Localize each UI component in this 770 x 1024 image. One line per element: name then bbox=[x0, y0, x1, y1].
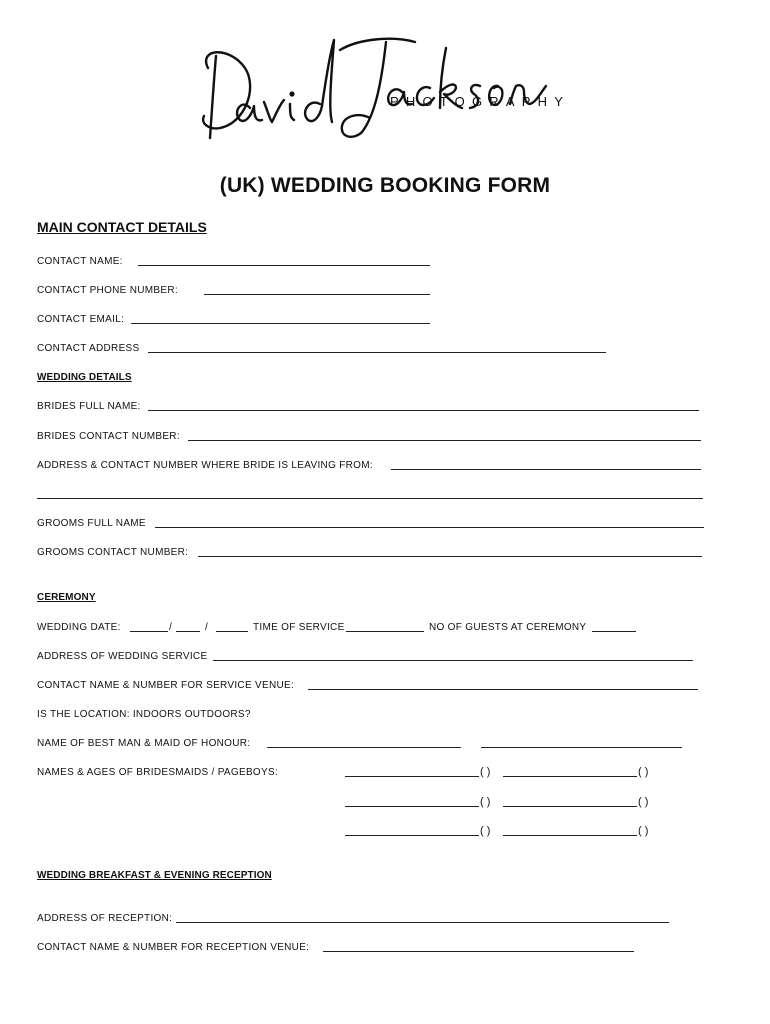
best-man-field[interactable] bbox=[267, 747, 461, 748]
wedding-date-year-field[interactable] bbox=[216, 631, 248, 632]
contact-name-label: CONTACT NAME: bbox=[37, 256, 123, 267]
reception-venue-contact-field[interactable] bbox=[323, 951, 634, 952]
logo-subtitle: PHOTOGRAPHY bbox=[390, 94, 571, 109]
bridesmaid-age-field[interactable]: ( ) bbox=[638, 825, 649, 837]
bridesmaids-label: NAMES & AGES OF BRIDESMAIDS / PAGEBOYS: bbox=[37, 767, 279, 778]
guests-label: NO OF GUESTS AT CEREMONY bbox=[429, 622, 587, 633]
service-venue-contact-label: CONTACT NAME & NUMBER FOR SERVICE VENUE: bbox=[37, 680, 295, 691]
wedding-date-day-field[interactable] bbox=[130, 631, 168, 632]
time-of-service-field[interactable] bbox=[346, 631, 424, 632]
david-jackson-logo bbox=[190, 28, 580, 148]
reception-address-field[interactable] bbox=[176, 922, 669, 923]
bridesmaid-name-field[interactable] bbox=[503, 776, 637, 777]
bridesmaid-age-field[interactable]: ( ) bbox=[480, 825, 491, 837]
date-separator: / bbox=[169, 622, 173, 633]
service-address-field[interactable] bbox=[213, 660, 693, 661]
maid-of-honour-field[interactable] bbox=[481, 747, 682, 748]
reception-venue-contact-label: CONTACT NAME & NUMBER FOR RECEPTION VENUE: bbox=[37, 942, 310, 953]
bride-leaving-field-2[interactable] bbox=[37, 498, 703, 499]
bridesmaid-age-field[interactable]: ( ) bbox=[638, 796, 649, 808]
contact-email-label: CONTACT EMAIL: bbox=[37, 314, 125, 325]
best-man-label: NAME OF BEST MAN & MAID OF HONOUR: bbox=[37, 738, 251, 749]
grooms-name-field[interactable] bbox=[155, 527, 704, 528]
main-contact-heading: MAIN CONTACT DETAILS bbox=[37, 219, 207, 235]
brides-number-field[interactable] bbox=[188, 440, 701, 441]
form-title: (UK) WEDDING BOOKING FORM bbox=[219, 174, 551, 197]
wedding-date-month-field[interactable] bbox=[176, 631, 200, 632]
guests-field[interactable] bbox=[592, 631, 636, 632]
brides-number-label: BRIDES CONTACT NUMBER: bbox=[37, 431, 180, 442]
contact-phone-field[interactable] bbox=[204, 294, 430, 295]
bridesmaid-name-field[interactable] bbox=[345, 835, 479, 836]
bridesmaid-name-field[interactable] bbox=[503, 806, 637, 807]
grooms-number-field[interactable] bbox=[198, 556, 702, 557]
brides-name-label: BRIDES FULL NAME: bbox=[37, 401, 141, 412]
wedding-details-heading: WEDDING DETAILS bbox=[37, 372, 132, 383]
bridesmaid-age-field[interactable]: ( ) bbox=[638, 766, 649, 778]
grooms-number-label: GROOMS CONTACT NUMBER: bbox=[37, 547, 189, 558]
bride-leaving-label: ADDRESS & CONTACT NUMBER WHERE BRIDE IS LEAVING FROM: bbox=[37, 460, 373, 471]
bride-leaving-field[interactable] bbox=[391, 469, 701, 470]
contact-email-field[interactable] bbox=[131, 323, 430, 324]
bridesmaid-name-field[interactable] bbox=[345, 776, 479, 777]
date-separator: / bbox=[205, 622, 209, 633]
service-address-label: ADDRESS OF WEDDING SERVICE bbox=[37, 651, 208, 662]
bridesmaid-name-field[interactable] bbox=[345, 806, 479, 807]
grooms-name-label: GROOMS FULL NAME bbox=[37, 518, 146, 529]
service-venue-contact-field[interactable] bbox=[308, 689, 698, 690]
bridesmaid-name-field[interactable] bbox=[503, 835, 637, 836]
location-label: IS THE LOCATION: INDOORS OUTDOORS? bbox=[37, 709, 251, 720]
contact-address-field[interactable] bbox=[148, 352, 606, 353]
brides-name-field[interactable] bbox=[148, 410, 699, 411]
reception-heading: WEDDING BREAKFAST & EVENING RECEPTION bbox=[37, 870, 272, 881]
time-of-service-label: TIME OF SERVICE bbox=[253, 622, 345, 633]
wedding-date-label: WEDDING DATE: bbox=[37, 622, 121, 633]
contact-address-label: CONTACT ADDRESS bbox=[37, 343, 140, 354]
bridesmaid-age-field[interactable]: ( ) bbox=[480, 796, 491, 808]
bridesmaid-age-field[interactable]: ( ) bbox=[480, 766, 491, 778]
reception-address-label: ADDRESS OF RECEPTION: bbox=[37, 913, 173, 924]
contact-name-field[interactable] bbox=[138, 265, 430, 266]
contact-phone-label: CONTACT PHONE NUMBER: bbox=[37, 285, 178, 296]
ceremony-heading: CEREMONY bbox=[37, 592, 96, 603]
